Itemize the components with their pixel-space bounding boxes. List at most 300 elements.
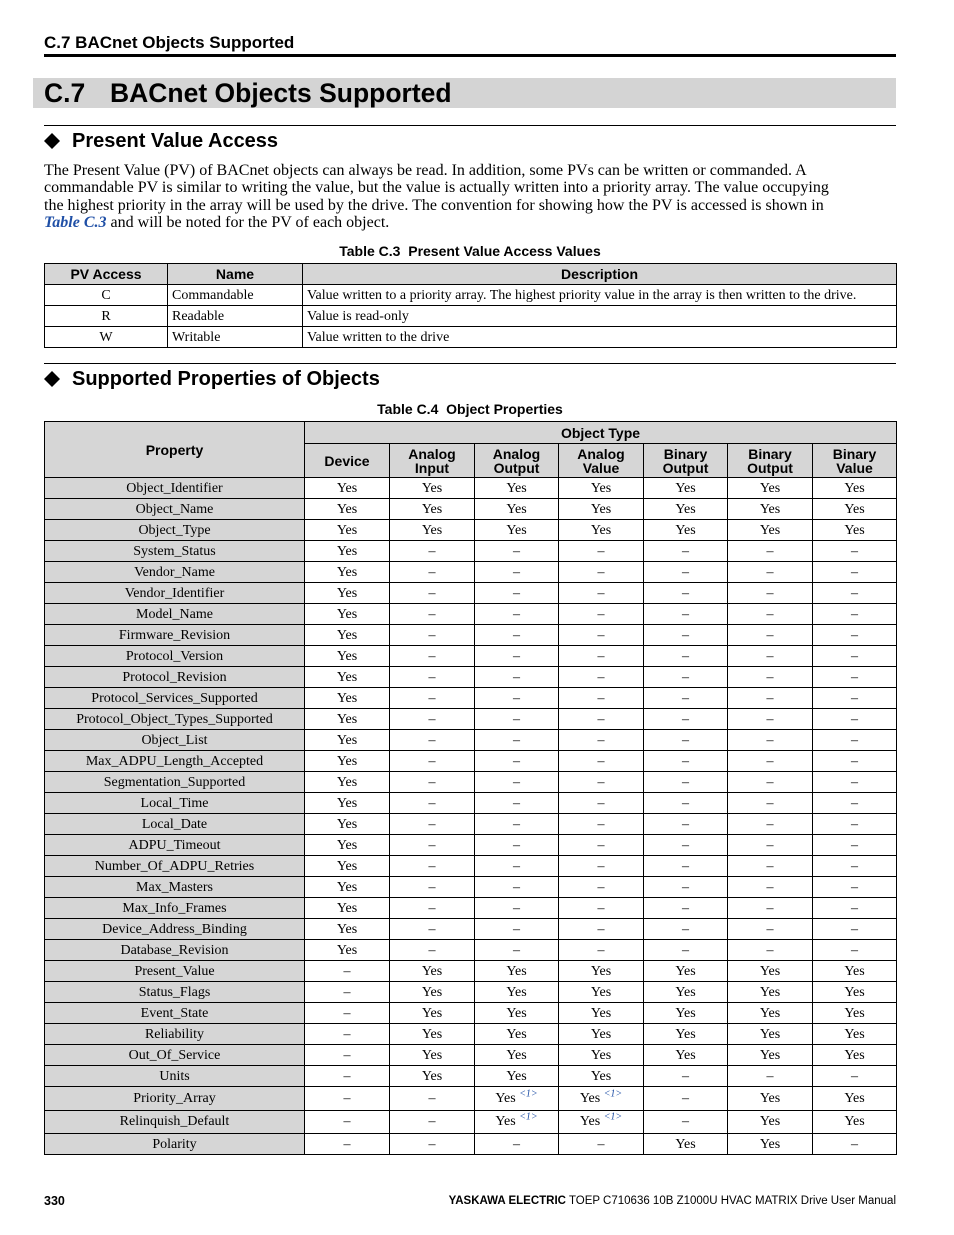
support-value-cell: Yes — [390, 499, 475, 520]
support-value-cell: – — [559, 940, 644, 961]
support-value-cell: Yes — [559, 1066, 644, 1087]
support-value-cell: – — [644, 898, 728, 919]
property-row — [45, 877, 897, 898]
column-header-property: Property — [45, 422, 305, 478]
support-value-cell: Yes — [559, 478, 644, 499]
support-value-cell: Yes — [728, 1024, 813, 1045]
property-row — [45, 520, 897, 541]
support-value-cell: Yes — [390, 1045, 475, 1066]
support-value-cell: – — [390, 919, 475, 940]
support-value-cell: – — [559, 709, 644, 730]
pv-access-description-cell: Value written to a priority array. The highest priority value in the array is then written to the drive. — [303, 285, 897, 306]
property-row — [45, 835, 897, 856]
support-value-cell: – — [559, 751, 644, 772]
support-value-cell: – — [559, 562, 644, 583]
support-value-cell: – — [475, 898, 559, 919]
support-value-cell: – — [813, 793, 897, 814]
support-value-cell: – — [813, 877, 897, 898]
support-value-cell: Yes — [559, 1045, 644, 1066]
table-c4-caption: Table C.4 Object Properties — [377, 401, 563, 417]
property-name-cell: Firmware_Revision — [45, 625, 305, 646]
support-value-cell: – — [475, 646, 559, 667]
support-value-cell: – — [644, 751, 728, 772]
object-type-header-line: Binary — [748, 445, 792, 462]
property-name-cell: Priority_Array — [45, 1087, 305, 1111]
property-row — [45, 667, 897, 688]
footnote-ref-link[interactable]: <1> — [519, 1088, 538, 1100]
support-value-cell: – — [475, 730, 559, 751]
support-value-cell: – — [390, 562, 475, 583]
support-value-cell: – — [644, 793, 728, 814]
property-name-cell: Relinquish_Default — [45, 1110, 305, 1134]
support-value-text: Yes — [579, 1090, 601, 1106]
support-value-cell: Yes — [475, 961, 559, 982]
support-value-cell: Yes — [813, 499, 897, 520]
footnote-ref-link[interactable]: <1> — [603, 1088, 623, 1100]
support-value-text: Yes — [579, 1114, 601, 1130]
support-value-cell: Yes — [475, 1003, 559, 1024]
paragraph-text: and will be noted for the PV of each object. — [106, 214, 390, 232]
support-value-cell: Yes — [305, 520, 390, 541]
table-c3-caption: Table C.3 Present Value Access Values — [339, 243, 601, 259]
support-value-cell: – — [559, 835, 644, 856]
support-value-cell: – — [390, 625, 475, 646]
footnote-ref-link[interactable]: <1> — [603, 1111, 623, 1123]
support-value-cell: Yes — [305, 688, 390, 709]
subsection-heading-supported-properties — [44, 368, 380, 390]
support-value-cell: – — [305, 1134, 390, 1155]
support-value-cell: – — [475, 604, 559, 625]
support-value-cell: Yes — [644, 1003, 728, 1024]
pv-access-code-cell: C — [45, 285, 168, 306]
support-value-cell: – — [390, 709, 475, 730]
support-value-cell: – — [813, 835, 897, 856]
property-row — [45, 541, 897, 562]
object-type-header — [305, 444, 390, 478]
support-value-cell: Yes — [559, 1024, 644, 1045]
support-value-cell: – — [813, 730, 897, 751]
support-value-cell: – — [390, 730, 475, 751]
support-value-cell: – — [475, 919, 559, 940]
property-row — [45, 646, 897, 667]
support-value-cell: Yes — [390, 478, 475, 499]
property-name-cell: Out_Of_Service — [45, 1045, 305, 1066]
property-name-cell: System_Status — [45, 541, 305, 562]
property-name-cell: Max_ADPU_Length_Accepted — [45, 751, 305, 772]
support-value-cell: – — [475, 625, 559, 646]
column-header-name: Name — [168, 264, 303, 285]
object-type-header-line: Device — [324, 452, 370, 469]
support-value-cell: Yes — [390, 1003, 475, 1024]
support-value-text: Yes — [495, 1114, 516, 1130]
support-value-cell: Yes — [813, 961, 897, 982]
property-row — [45, 1134, 897, 1155]
support-value-cell: – — [644, 730, 728, 751]
support-value-cell: – — [728, 709, 813, 730]
footer-manual-title — [44, 1194, 896, 1208]
support-value-cell: – — [390, 772, 475, 793]
support-value-cell: – — [644, 877, 728, 898]
support-value-cell: – — [644, 562, 728, 583]
support-value-cell: – — [390, 751, 475, 772]
support-value-cell — [475, 1110, 559, 1134]
property-row — [45, 793, 897, 814]
property-row — [45, 940, 897, 961]
support-value-cell: Yes — [475, 1045, 559, 1066]
property-name-cell: Vendor_Name — [45, 562, 305, 583]
paragraph-line — [44, 214, 896, 231]
pv-access-name-cell: Readable — [168, 306, 303, 327]
support-value-cell: – — [475, 562, 559, 583]
support-value-cell: – — [390, 877, 475, 898]
support-value-cell: – — [813, 772, 897, 793]
support-value-cell: – — [475, 793, 559, 814]
property-name-cell: Polarity — [45, 1134, 305, 1155]
pv-access-code-cell: R — [45, 306, 168, 327]
divider — [44, 363, 896, 364]
property-row — [45, 772, 897, 793]
support-value-cell: Yes — [305, 583, 390, 604]
support-value-cell: – — [728, 814, 813, 835]
support-value-cell: – — [559, 772, 644, 793]
property-name-cell: Status_Flags — [45, 982, 305, 1003]
support-value-cell: – — [305, 1024, 390, 1045]
support-value-cell: Yes — [728, 1087, 813, 1111]
property-row — [45, 583, 897, 604]
object-type-header-line: Analog — [408, 445, 456, 462]
property-row — [45, 751, 897, 772]
support-value-cell: – — [644, 625, 728, 646]
support-value-cell: – — [559, 1134, 644, 1155]
support-value-cell: – — [390, 856, 475, 877]
support-value-cell: Yes — [813, 1045, 897, 1066]
support-value-cell: – — [475, 541, 559, 562]
pv-access-name-cell: Commandable — [168, 285, 303, 306]
support-value-cell: – — [728, 856, 813, 877]
support-value-cell: Yes — [305, 562, 390, 583]
support-value-cell: – — [813, 856, 897, 877]
support-value-cell: – — [475, 856, 559, 877]
support-value-cell: Yes — [475, 520, 559, 541]
table-c3-row — [45, 285, 897, 306]
support-value-cell: – — [390, 1134, 475, 1155]
support-value-cell: – — [305, 1003, 390, 1024]
object-type-header-line: Output — [493, 459, 540, 476]
support-value-cell: – — [644, 1066, 728, 1087]
support-value-cell: – — [728, 940, 813, 961]
subsection-heading-present-value-access — [44, 130, 278, 152]
support-value-cell: – — [305, 982, 390, 1003]
support-value-cell: Yes — [728, 499, 813, 520]
support-value-cell: Yes — [305, 667, 390, 688]
support-value-cell: – — [728, 625, 813, 646]
support-value-cell: – — [475, 751, 559, 772]
object-type-header — [475, 444, 559, 478]
support-value-cell: – — [644, 919, 728, 940]
present-value-access-table — [44, 263, 897, 348]
manual-name: TOEP C710636 10B Z1000U HVAC MATRIX Drive User Manual — [568, 1195, 896, 1207]
support-value-cell: – — [813, 919, 897, 940]
support-value-cell: Yes — [305, 604, 390, 625]
support-value-cell: – — [644, 772, 728, 793]
property-name-cell: Reliability — [45, 1024, 305, 1045]
object-type-header-line: Binary — [832, 445, 877, 462]
object-type-header — [728, 444, 813, 478]
section-number: C.7 — [44, 78, 86, 108]
support-value-cell: Yes — [390, 1066, 475, 1087]
support-value-cell: Yes — [728, 1110, 813, 1134]
support-value-cell: Yes — [644, 478, 728, 499]
diamond-bullet-icon — [44, 371, 60, 387]
support-value-cell: – — [644, 940, 728, 961]
support-value-cell: – — [728, 541, 813, 562]
object-type-header — [559, 444, 644, 478]
support-value-cell: – — [728, 583, 813, 604]
property-row — [45, 898, 897, 919]
property-row — [45, 961, 897, 982]
support-value-cell: – — [559, 730, 644, 751]
support-value-cell: – — [475, 583, 559, 604]
support-value-cell: – — [813, 709, 897, 730]
paragraph-line: the highest priority in the array will be used by the drive. The convention for showing how the PV is accessed is shown in — [44, 196, 824, 214]
object-type-header-line: Output — [662, 459, 709, 476]
property-name-cell: Protocol_Version — [45, 646, 305, 667]
support-value-cell: – — [644, 856, 728, 877]
support-value-cell: – — [813, 625, 897, 646]
paragraph-line: commandable PV is similar to writing the value, but the value is actually written into a priority array. The value occupying — [44, 179, 829, 197]
table-c3-row — [45, 306, 897, 327]
object-type-header-line: Input — [414, 459, 450, 476]
support-value-cell: – — [559, 793, 644, 814]
support-value-cell: Yes — [813, 1024, 897, 1045]
support-value-cell: Yes — [728, 1003, 813, 1024]
support-value-cell: Yes — [644, 961, 728, 982]
support-value-cell: Yes — [305, 814, 390, 835]
support-value-cell: – — [728, 835, 813, 856]
support-value-cell: – — [390, 688, 475, 709]
support-value-cell: – — [305, 1087, 390, 1111]
support-value-cell: Yes — [813, 520, 897, 541]
support-value-cell: Yes — [305, 478, 390, 499]
support-value-cell: Yes — [644, 520, 728, 541]
property-row — [45, 919, 897, 940]
property-row — [45, 562, 897, 583]
support-value-cell: Yes — [305, 751, 390, 772]
support-value-cell: – — [390, 898, 475, 919]
support-value-cell: – — [475, 1134, 559, 1155]
support-value-cell: – — [728, 877, 813, 898]
support-value-cell: Yes — [728, 982, 813, 1003]
support-value-cell: Yes — [390, 1024, 475, 1045]
support-value-cell: – — [390, 604, 475, 625]
support-value-cell: – — [305, 961, 390, 982]
support-value-cell: – — [813, 646, 897, 667]
support-value-cell: – — [644, 688, 728, 709]
support-value-cell: Yes — [390, 982, 475, 1003]
property-name-cell: Max_Info_Frames — [45, 898, 305, 919]
property-name-cell: Device_Address_Binding — [45, 919, 305, 940]
support-value-cell: Yes — [813, 1087, 897, 1111]
support-value-cell: – — [475, 772, 559, 793]
property-row — [45, 730, 897, 751]
support-value-cell: Yes — [728, 961, 813, 982]
support-value-cell: Yes — [305, 919, 390, 940]
support-value-cell: – — [728, 1066, 813, 1087]
property-row — [45, 1087, 897, 1111]
property-name-cell: Local_Date — [45, 814, 305, 835]
support-value-cell: Yes — [305, 835, 390, 856]
property-row — [45, 478, 897, 499]
support-value-cell: – — [644, 835, 728, 856]
section-title: BACnet Objects Supported — [110, 78, 452, 108]
support-value-cell: – — [559, 625, 644, 646]
support-value-cell: Yes — [305, 625, 390, 646]
column-group-header-object-type: Object Type — [305, 422, 897, 444]
support-value-cell: – — [644, 1110, 728, 1134]
object-type-header-line: Value — [836, 459, 873, 476]
table-c4-header-row — [45, 422, 897, 444]
object-type-header-line: Output — [747, 459, 793, 476]
support-value-cell: Yes — [305, 856, 390, 877]
property-row — [45, 814, 897, 835]
column-header-description: Description — [303, 264, 897, 285]
property-row — [45, 856, 897, 877]
diamond-bullet-icon — [44, 133, 60, 149]
support-value-cell: Yes — [305, 541, 390, 562]
support-value-cell: Yes — [305, 499, 390, 520]
support-value-cell: Yes — [813, 1110, 897, 1134]
property-row — [45, 1110, 897, 1134]
support-value-cell: – — [644, 814, 728, 835]
footnote-ref-link[interactable]: <1> — [519, 1111, 538, 1123]
support-value-cell: – — [644, 583, 728, 604]
property-name-cell: Present_Value — [45, 961, 305, 982]
support-value-cell: Yes — [644, 982, 728, 1003]
object-type-header-line: Binary — [663, 445, 708, 462]
support-value-cell: Yes — [559, 982, 644, 1003]
property-name-cell: Model_Name — [45, 604, 305, 625]
support-value-cell: – — [305, 1110, 390, 1134]
support-value-cell: – — [475, 940, 559, 961]
property-name-cell: Protocol_Services_Supported — [45, 688, 305, 709]
support-value-cell: Yes — [728, 478, 813, 499]
table-c3-link[interactable]: Table C.3 — [44, 214, 107, 232]
support-value-cell: – — [728, 772, 813, 793]
property-name-cell: Object_Name — [45, 499, 305, 520]
subsection-title: Supported Properties of Objects — [72, 368, 380, 390]
support-value-cell: Yes — [475, 1066, 559, 1087]
support-value-cell: Yes — [475, 499, 559, 520]
property-name-cell: Object_Identifier — [45, 478, 305, 499]
support-value-cell: Yes — [305, 877, 390, 898]
support-value-cell: Yes — [475, 982, 559, 1003]
property-row — [45, 1066, 897, 1087]
support-value-cell: Yes — [305, 772, 390, 793]
support-value-cell: Yes — [559, 499, 644, 520]
property-row — [45, 1024, 897, 1045]
object-type-header-line: Analog — [492, 445, 541, 462]
support-value-cell: Yes — [390, 520, 475, 541]
support-value-cell: – — [475, 667, 559, 688]
support-value-cell: – — [390, 940, 475, 961]
support-value-cell: – — [559, 814, 644, 835]
support-value-cell: Yes — [813, 478, 897, 499]
support-value-cell: – — [559, 856, 644, 877]
support-value-cell: – — [813, 1066, 897, 1087]
support-value-cell: – — [305, 1066, 390, 1087]
property-name-cell: Units — [45, 1066, 305, 1087]
support-value-cell: Yes — [305, 898, 390, 919]
support-value-cell: – — [813, 688, 897, 709]
property-name-cell: Protocol_Object_Types_Supported — [45, 709, 305, 730]
support-value-cell: – — [728, 646, 813, 667]
support-value-cell: – — [813, 814, 897, 835]
support-value-cell: – — [813, 562, 897, 583]
support-value-cell: Yes — [559, 961, 644, 982]
support-value-cell: – — [644, 709, 728, 730]
support-value-cell: Yes — [813, 1003, 897, 1024]
paragraph-line: The Present Value (PV) of BACnet objects can always be read. In addition, some PVs can be written or commanded. A — [44, 162, 807, 179]
property-name-cell: Object_List — [45, 730, 305, 751]
support-value-cell: – — [728, 793, 813, 814]
support-value-cell: – — [390, 1110, 475, 1134]
support-value-cell: – — [559, 877, 644, 898]
support-value-cell: – — [559, 898, 644, 919]
support-value-cell: – — [813, 1134, 897, 1155]
support-value-cell: – — [813, 541, 897, 562]
support-value-cell: – — [728, 562, 813, 583]
support-value-cell: – — [644, 667, 728, 688]
support-value-cell: – — [305, 1045, 390, 1066]
support-value-cell: – — [390, 667, 475, 688]
property-name-cell: Local_Time — [45, 793, 305, 814]
body-paragraph — [44, 162, 896, 232]
property-name-cell: Database_Revision — [45, 940, 305, 961]
page-number: 330 — [44, 1194, 65, 1208]
support-value-cell: Yes — [475, 1024, 559, 1045]
support-value-cell: – — [728, 730, 813, 751]
property-row — [45, 604, 897, 625]
support-value-cell: – — [559, 646, 644, 667]
support-value-cell: – — [390, 646, 475, 667]
pv-access-description-cell: Value is read-only — [303, 306, 897, 327]
property-name-cell: Max_Masters — [45, 877, 305, 898]
table-c3-header-row — [45, 264, 897, 285]
column-header-pv-access: PV Access — [45, 264, 168, 285]
property-row — [45, 688, 897, 709]
property-name-cell: Protocol_Revision — [45, 667, 305, 688]
support-value-cell: – — [728, 667, 813, 688]
support-value-cell: Yes — [728, 1045, 813, 1066]
running-header: C.7 BACnet Objects Supported — [44, 33, 295, 52]
pv-access-code-cell: W — [45, 327, 168, 348]
property-row — [45, 1045, 897, 1066]
support-value-cell: Yes — [559, 1003, 644, 1024]
support-value-cell: – — [390, 835, 475, 856]
support-value-cell: Yes — [644, 1024, 728, 1045]
support-value-cell: – — [813, 898, 897, 919]
support-value-cell: – — [390, 583, 475, 604]
object-type-header-line: Analog — [577, 445, 625, 462]
support-value-cell: – — [390, 1087, 475, 1111]
support-value-cell: – — [813, 940, 897, 961]
support-value-cell: Yes — [559, 520, 644, 541]
support-value-cell: – — [559, 667, 644, 688]
object-type-header-line: Value — [582, 459, 620, 476]
object-type-header — [644, 444, 728, 478]
property-row — [45, 709, 897, 730]
support-value-cell: Yes — [644, 1045, 728, 1066]
